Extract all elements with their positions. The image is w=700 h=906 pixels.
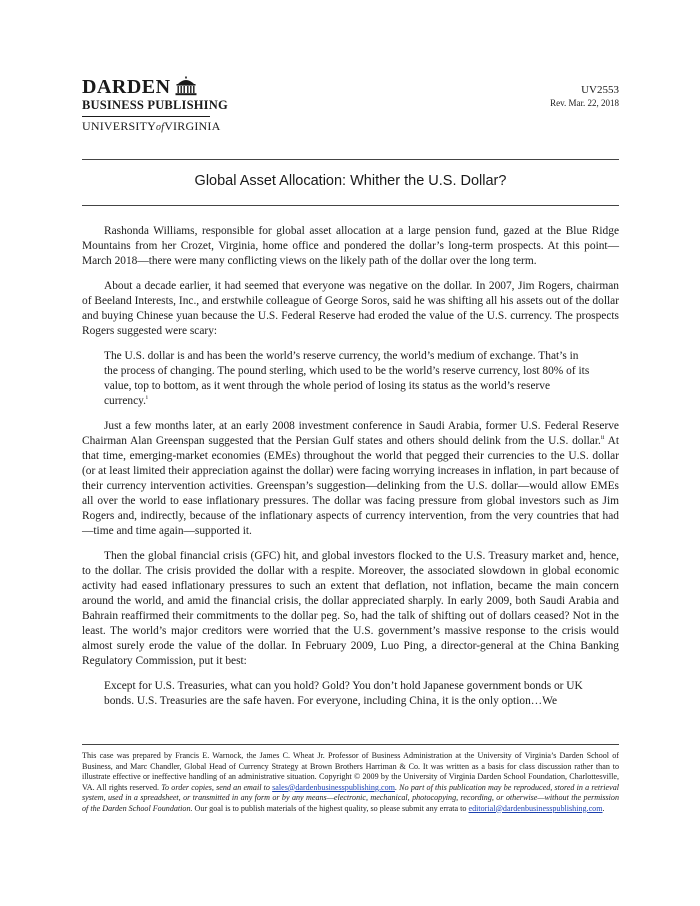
- logo-divider: [82, 116, 210, 117]
- title-rule-top: [82, 159, 619, 160]
- case-body: [82, 224, 619, 719]
- footer-text-c: . No part of this publication may be reproduced, stored in a retrieval system, used in a spreadsheet, or transmitted in any form or by any means—electronic, mechanical, photocopying, recording, or otherwise—without the permission of the Darden School Foundation.: [82, 782, 619, 813]
- footer-text-e: .: [602, 803, 605, 813]
- quote-rogers: [104, 349, 591, 409]
- paragraph-4: Then the global financial crisis (GFC) hit, and global investors flocked to the U.S. Treasury market and, hence, to the dollar. The crisis provided the dollar with a respite. Moreover, the associated slowdown in global economic activity had eased inflationary pressures to such an extent that deflation, not inflation, became the main concern around the world, and amid the financial crisis, the dollar appreciated sharply. In early 2009, both Saudi Arabia and Bahrain reaffirmed their commitments to the dollar peg. So, had the talk of shifting out of dollars ceased? Not in the least. The world’s major creditors were worried that the U.S. government’s massive response to the crisis would almost surely erode the value of the dollar. In February 2009, Luo Ping, a director-general at the China Banking Regulatory Commission, put it best:: [82, 550, 619, 667]
- copyright-footer: [82, 751, 619, 814]
- logo-university: [82, 119, 232, 135]
- paragraph-2: About a decade earlier, it had seemed that everyone was negative on the dollar. In 2007, Jim Rogers, chairman of Beeland Interests, Inc., and erstwhile colleague of George Soros, said he was shifting all his assets out of the dollar and buying Chinese yuan because the U.S. Federal Reserve had eroded the value of the U.S. currency. The prospects Rogers suggested were scary:: [82, 280, 619, 337]
- editorial-email-link[interactable]: editorial@dardenbusinesspublishing.com: [468, 803, 603, 813]
- title-rule-bottom: [82, 205, 619, 206]
- endnote-ref-i: i: [145, 394, 148, 402]
- rotunda-icon: [174, 76, 198, 96]
- paragraph-1: Rashonda Williams, responsible for global asset allocation at a large pension fund, gazed at the Blue Ridge Mountains from her Crozet, Virginia, home office and pondered the dollar’s long-term prospects. At this point—March 2018—there were many conflicting views on the likely path of the dollar over the long term.: [82, 225, 619, 267]
- case-title: Global Asset Allocation: Whither the U.S. Dollar?: [194, 173, 507, 189]
- logo-uva-pre: UNIVERSITY: [82, 119, 156, 133]
- paragraph-3: [82, 419, 619, 539]
- sales-email-link[interactable]: sales@dardenbusinesspublishing.com: [272, 782, 395, 792]
- revision-date: Rev. Mar. 22, 2018: [550, 98, 619, 108]
- quote-rogers-text: The U.S. dollar is and has been the world’s reserve currency, the world’s medium of exchange. That’s in the process of changing. The pound sterling, which used to be the world’s reserve currency, lost 80% of its value, top to bottom, as it went through the whole period of losing its status as the world’s reserve currency.: [104, 350, 590, 407]
- footer-text-a: This case was prepared by Francis E. Warnock, the James C. Wheat Jr. Professor of Business Administration at the University of Virginia’s Darden School of Business, and Marc Chandler, Global Head of Currency Strategy at Brown Brothers Harriman & Co. It was written as a basis for class discussion rather than to illustrate effective or ineffective handling of an administrative situation. Copyright © 2009 by the University of Virginia Darden School Foundation, Charlottesville, VA. All rights reserved.: [82, 751, 619, 792]
- footer-text-b: To order copies, send an email to: [161, 782, 273, 792]
- logo-uva-post: VIRGINIA: [164, 119, 221, 133]
- paragraph-3-part-a: Just a few months later, at an early 2008 investment conference in Saudi Arabia, former U.S. Federal Reserve Chairman Alan Greenspan suggested that the Persian Gulf states and others should delink from the U.S. dollar.: [82, 420, 619, 447]
- case-identifier: [550, 84, 619, 109]
- endnote-ref-ii: ii: [600, 434, 605, 442]
- case-number: UV2553: [581, 84, 619, 96]
- logo-darden-text: DARDEN: [82, 76, 171, 98]
- footer-text-d: Our goal is to publish materials of the highest quality, so please submit any errata to: [192, 803, 469, 813]
- paragraph-3-part-b: At that time, emerging-market economies (EMEs) throughout the world that pegged their currencies to the U.S. dollar (or at least limited their appreciation against the dollar) were facing worrying increases in inflation, in part because of their currency intervention activities. Greenspan’s suggestion—delinking from the U.S. dollar—would allow EMEs all over the world to ease inflationary pressures. The dollar was facing pressure from global investors such as Jim Rogers and, indirectly, because of the inflationary aspects of currency intervention, from the very countries that had—time and time again—supported it.: [82, 435, 620, 537]
- darden-logo: [82, 76, 232, 135]
- logo-uva-of: of: [156, 122, 165, 133]
- logo-business-publishing: BUSINESS PUBLISHING: [82, 98, 228, 112]
- quote-luo-ping: Except for U.S. Treasuries, what can you hold? Gold? You don’t hold Japanese government bonds or UK bonds. U.S. Treasuries are the safe haven. For everyone, including China, it is the only option…We: [104, 680, 583, 707]
- footer-rule: [82, 744, 619, 745]
